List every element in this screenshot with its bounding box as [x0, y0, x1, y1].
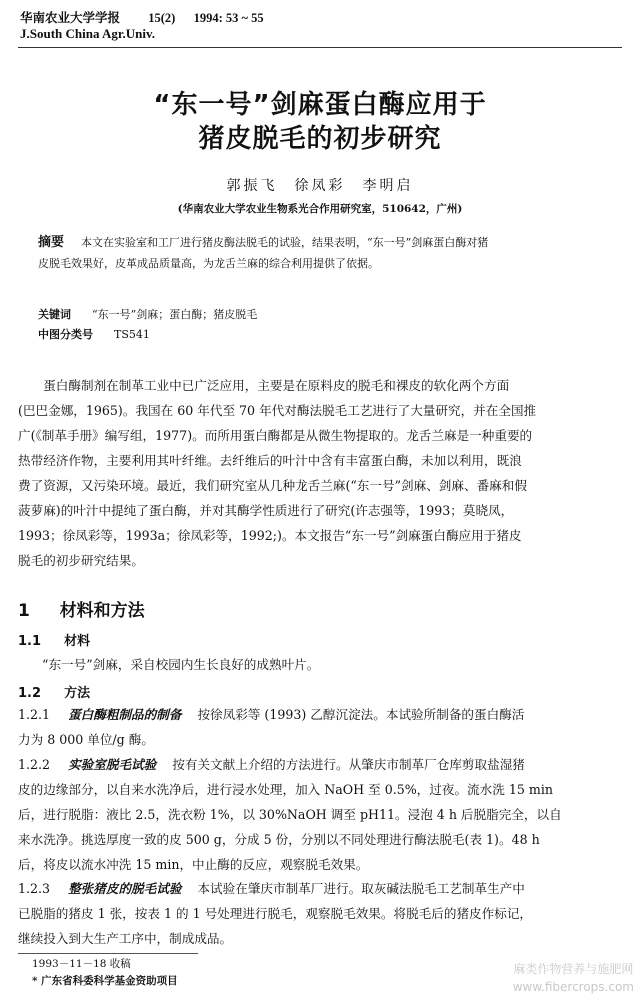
- section-1-heading: [18, 596, 145, 621]
- abstract-label: 摘要: [38, 235, 65, 250]
- p121-title: 蛋白酶粗制品的制备: [68, 707, 182, 722]
- subsection-1-1-heading: [18, 630, 90, 649]
- paper-title-line-1: “东一号”剑麻蛋白酶应用于: [153, 90, 487, 120]
- p122-line: 来水洗净。挑选厚度一致的皮 500 g，分成 5 份，分别以不同处理进行酶法脱毛(表 1)。48 h: [18, 832, 540, 847]
- intro-line: 脱毛的初步研究结果。: [18, 553, 144, 568]
- keywords-text: “东一号”剑麻；蛋白酶；猪皮脱毛: [92, 308, 258, 321]
- authors: 郭振飞 徐凤彩 李明启: [226, 178, 414, 194]
- subsection-1-2-heading: [18, 682, 90, 701]
- paper-title-line-2: 猪皮脱毛的初步研究: [198, 124, 442, 154]
- paragraph-1-2-2: [18, 752, 624, 877]
- footnotes: [32, 956, 178, 990]
- watermark-cn: 麻类作物营养与施肥网: [513, 962, 634, 976]
- clc-number: [38, 326, 150, 342]
- footnote-received: 1993－11－18 收稿: [32, 958, 131, 970]
- paragraph-1-2-1: [18, 702, 624, 752]
- footnote-funding: * 广东省科委科学基金资助项目: [32, 975, 178, 987]
- p121-line-1: 按徐凤彩等 (1993) 乙醇沉淀法。本试验所制备的蛋白酶活: [197, 707, 525, 722]
- introduction-paragraph: [18, 373, 624, 573]
- material-text: “东一号”剑麻，采自校园内生长良好的成熟叶片。: [42, 657, 320, 672]
- p123-line: 已脱脂的猪皮 1 张，按表 1 的 1 号处理进行脱毛，观察脱毛效果。将脱毛后的猪皮作标记，: [18, 906, 533, 921]
- footnote-rule: [18, 953, 198, 954]
- subsection-1-2-title: 方法: [64, 686, 91, 701]
- header-rule: [18, 47, 622, 48]
- journal-name-cn: 华南农业大学学报: [20, 11, 121, 25]
- affiliation: (华南农业大学农业生物系光合作用研究室，510642，广州): [177, 203, 463, 215]
- clc-label: 中图分类号: [38, 328, 93, 341]
- paragraph-1-2-3: [18, 876, 624, 951]
- subsection-1-2-number: 1.2: [18, 686, 42, 701]
- p123-line: 继续投入到大生产工序中，制成成品。: [18, 931, 233, 946]
- keywords: [38, 306, 257, 322]
- site-watermark: [513, 960, 634, 996]
- p123-title: 整张猪皮的脱毛试验: [68, 881, 182, 896]
- p121-number: 1.2.1: [18, 707, 51, 722]
- intro-line: 热带经济作物，主要利用其叶纤维。去纤维后的叶汁中含有丰富蛋白酶，未加以利用，既浪: [18, 453, 522, 468]
- p122-number: 1.2.2: [18, 757, 51, 772]
- running-header: [20, 8, 264, 26]
- intro-line: (巴巴金娜，1965)。我国在 60 年代至 70 年代对酶法脱毛工艺进行了大量研究，并在全国推: [18, 403, 537, 418]
- p122-line: 后，进行脱脂：液比 2.5，洗衣粉 1%，以 30%NaOH 调至 pH11。浸泡 4 h 后脱脂完全，以自: [18, 807, 562, 822]
- p123-number: 1.2.3: [18, 881, 51, 896]
- subsection-1-1-title: 材料: [64, 634, 91, 649]
- p122-line: 后，将皮以流水冲洗 15 min，中止酶的反应，观察脱毛效果。: [18, 857, 369, 872]
- section-1-title: 材料和方法: [59, 601, 145, 621]
- subsection-1-1-number: 1.1: [18, 634, 42, 649]
- intro-line: 菠萝麻)的叶汁中提纯了蛋白酶，并对其酶学性质进行了研究(许志强等，1993；莫晓凤，: [18, 503, 514, 518]
- journal-name-en: J.South China Agr.Univ.: [20, 26, 155, 41]
- keywords-label: 关键词: [38, 308, 71, 321]
- p122-line: 皮的边缘部分，以自来水洗净后，进行浸水处理，加入 NaOH 至 0.5%，过夜。流水洗 15 min: [18, 782, 553, 797]
- p121-line-2: 力为 8 000 单位/g 酶。: [18, 732, 154, 747]
- p123-line-1: 本试验在肇庆市制革厂进行。取灰碱法脱毛工艺制革生产中: [197, 881, 525, 896]
- intro-line: 广(《制革手册》编写组，1977)。而所用蛋白酶都是从微生物提取的。龙舌兰麻是一种重要的: [18, 428, 533, 443]
- intro-line: 蛋白酶制剂在制革工业中已广泛应用，主要是在原料皮的脱毛和裸皮的软化两个方面: [18, 378, 510, 393]
- abstract-text-line-2: 皮脱毛效果好，皮革成品质量高，为龙舌兰麻的综合利用提供了依据。: [38, 257, 379, 270]
- journal-year-pages: 1994: 53 ~ 55: [193, 11, 264, 25]
- p122-title: 实验室脱毛试验: [68, 757, 157, 772]
- watermark-url: www.fibercrops.com: [512, 980, 634, 994]
- journal-issue: 15(2): [148, 11, 176, 25]
- section-1-number: 1: [18, 601, 30, 621]
- clc-text: TS541: [114, 328, 150, 341]
- abstract-text-line-1: 本文在实验室和工厂进行猪皮酶法脱毛的试验，结果表明，“东一号”剑麻蛋白酶对猪: [81, 236, 489, 249]
- p122-line-1: 按有关文献上介绍的方法进行。从肇庆市制革厂仓库剪取盐湿猪: [172, 757, 525, 772]
- intro-line: 1993；徐凤彩等，1993a；徐凤彩等，1992;)。本文报告“东一号”剑麻蛋白酶应用于猪皮: [18, 528, 522, 543]
- abstract: [38, 232, 608, 274]
- intro-line: 费了资源，又污染环境。最近，我们研究室从几种龙舌兰麻(“东一号”剑麻、剑麻、番麻和假: [18, 478, 527, 493]
